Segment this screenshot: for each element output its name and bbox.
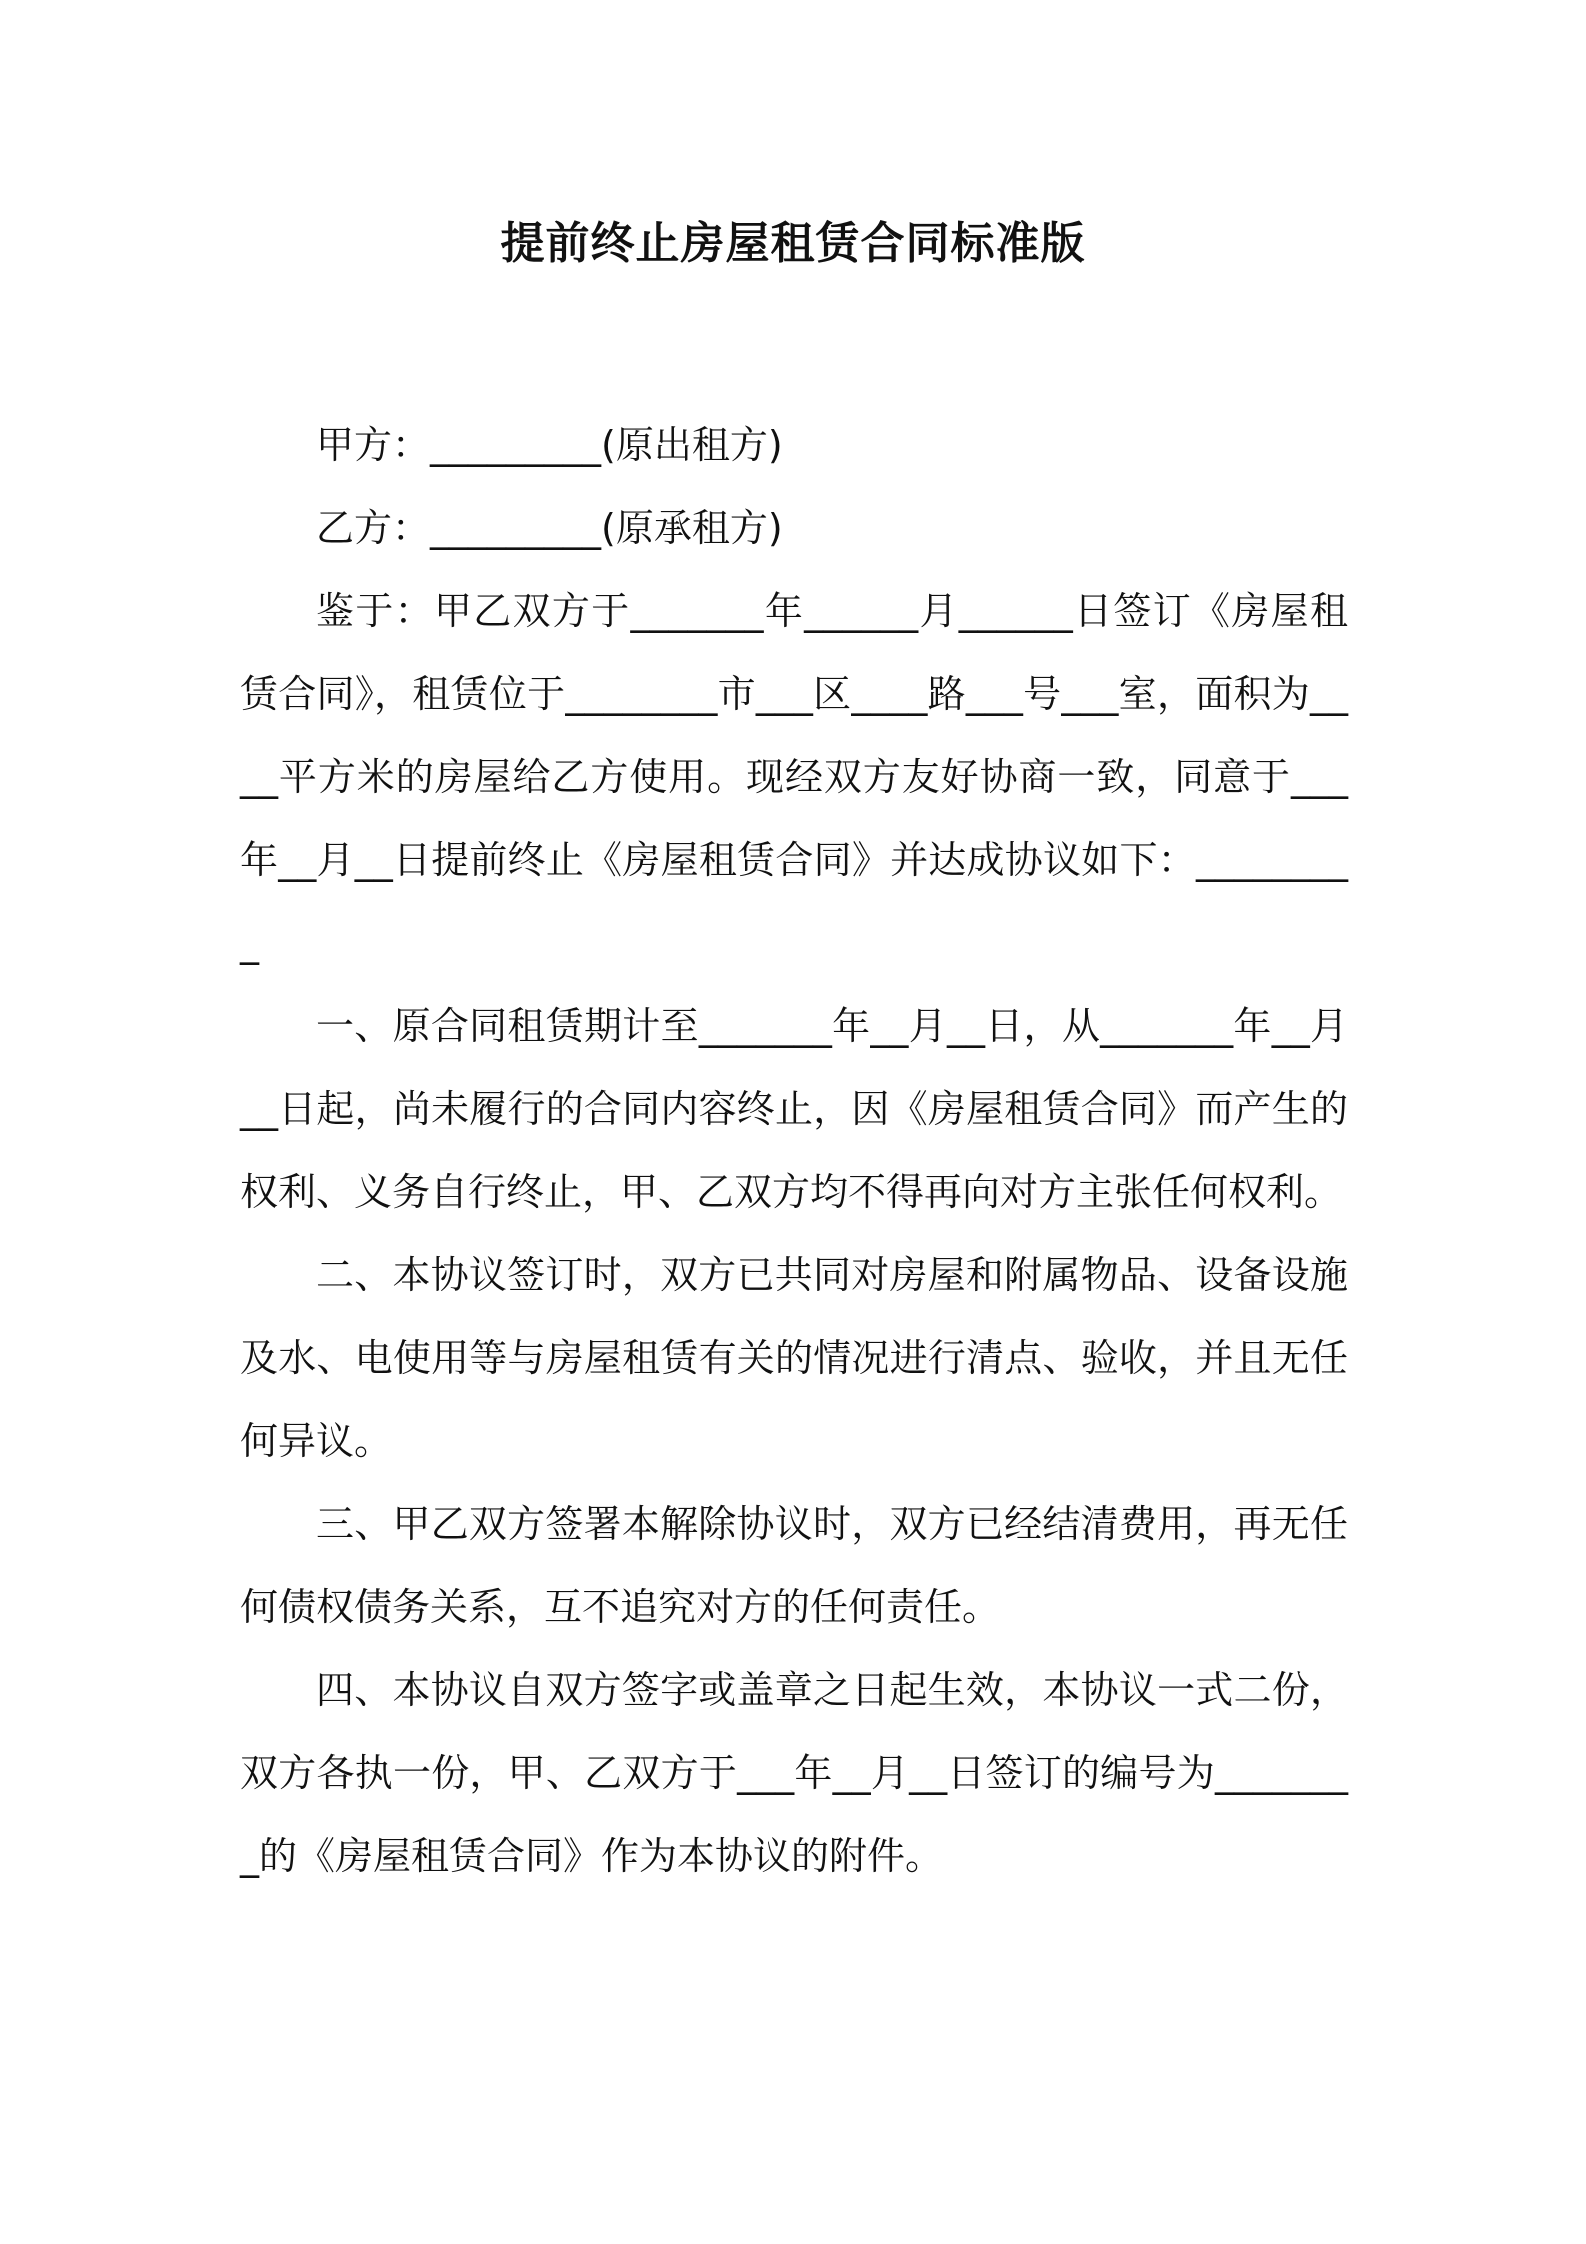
party-b-line: 乙方：_________(原承租方): [316, 506, 783, 550]
clause-3: 三、甲乙双方签署本解除协议时，双方已经结清费用，再无任何债权债务关系，互不追究对方的任何责任。: [240, 1502, 1348, 1629]
clause-1: 一、原合同租赁期计至_______年__月__日，从_______年__月__日起，尚未履行的合同内容终止，因《房屋租赁合同》而产生的权利、义务自行终止，甲、乙双方均不得再向对方主张任何权利。: [240, 1004, 1348, 1214]
party-a-line: 甲方：_________(原出租方): [316, 423, 783, 467]
preamble-paragraph: 鉴于：甲乙双方于_______年______月______日签订《房屋租赁合同》，租赁位于________市___区____路___号___室，面积为____平方米的房屋给乙方使用。现经双方友好协商一致，同意于___年__月__日提前终止《房屋租赁合同》并达成协议如下：_________: [240, 589, 1348, 965]
document-body: [240, 404, 1348, 1898]
clause-2: 二、本协议签订时，双方已共同对房屋和附属物品、设备设施及水、电使用等与房屋租赁有关的情况进行清点、验收，并且无任何异议。: [240, 1253, 1348, 1463]
clause-4: 四、本协议自双方签字或盖章之日起生效，本协议一式二份，双方各执一份，甲、乙双方于___年__月__日签订的编号为________的《房屋租赁合同》作为本协议的附件。: [240, 1668, 1348, 1878]
document-title: 提前终止房屋租赁合同标准版: [500, 218, 1086, 269]
